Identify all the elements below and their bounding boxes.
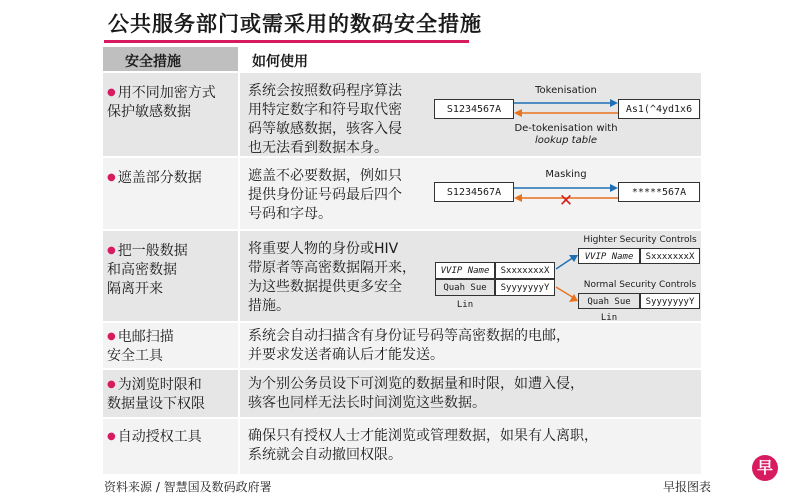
usage-text: 遮盖不必要数据，例如只 提供身份证号码最后四个 号码和字母。: [248, 168, 402, 222]
vvip-name-cell: VVIP Name: [435, 262, 495, 279]
detokenisation-line1: De-tokenisation with: [514, 123, 618, 134]
table-row: [103, 370, 701, 417]
mask-source-box: S1234567A: [434, 182, 514, 202]
usage-text: 为个别公务员设下可浏览的数据量和时限，如遭入侵， 骇客也同样无法长时间浏览这些数据。: [248, 376, 584, 411]
header-col1: 安全措施: [125, 54, 181, 70]
usage-text: 系统会按照数码程序算法 用特定数字和符号取代密 码等敏感数据，骇客入侵 也无法看到数据本身。: [248, 83, 402, 156]
usage-text: 将重要人物的身份或HIV 带原者等高密数据隔开来， 为这些数据提供更多安全 措施。: [248, 241, 416, 314]
measure-label: 用不同加密方式 保护敏感数据: [107, 85, 216, 120]
bullet-icon: ●: [107, 331, 116, 342]
graphic-credit: 早报图表: [663, 480, 712, 494]
mask-result-box: *****567A: [618, 182, 700, 202]
person-name-cell: Quah Sue Lin: [435, 279, 495, 296]
measure-label: 自动授权工具: [117, 429, 202, 445]
masking-label: Masking: [545, 169, 587, 180]
higher-name-cell: VVIP Name: [578, 248, 640, 264]
header-col1-cell: [103, 47, 238, 71]
usage-text: 系统会自动扫描含有身份证号码等高密数据的电邮， 并要求发送者确认后才能发送。: [248, 328, 570, 363]
table-row: [103, 158, 701, 229]
token-result-box: As1(^4yd1x6: [618, 99, 700, 119]
higher-security-label: Highter Security Controls: [583, 235, 697, 245]
person-value-cell: SyyyyyyyY: [495, 279, 555, 296]
zaobao-logo-icon: 早: [752, 455, 778, 481]
vvip-value-cell: SxxxxxxxX: [495, 262, 555, 279]
token-arrows-icon: [510, 95, 622, 121]
measure-label: 把一般数据 和高密数据 隔离开来: [107, 243, 188, 297]
bullet-icon: ●: [107, 431, 116, 442]
source-note: 资料来源 / 智慧国及数码政府署: [104, 480, 272, 494]
bullet-icon: ●: [107, 172, 116, 183]
table-row: [103, 419, 701, 474]
measure-label: 遮盖部分数据: [117, 170, 202, 186]
detokenisation-line2: lookup table: [535, 135, 597, 146]
split-arrows-icon: [554, 251, 580, 306]
normal-name-cell: Quah Sue Lin: [578, 293, 640, 309]
infographic-title: 公共服务部门或需采用的数码安全措施: [108, 12, 482, 36]
usage-text: 确保只有授权人士才能浏览或管理数据，如果有人离职， 系统就会自动撤回权限。: [248, 428, 598, 463]
token-source-box: S1234567A: [434, 99, 514, 119]
measure-label: 为浏览时限和 数据量设下权限: [107, 377, 205, 412]
measure-label: 电邮扫描 安全工具: [107, 329, 174, 364]
title-underline: [104, 40, 469, 43]
cross-icon: ✕: [558, 191, 574, 211]
bullet-icon: ●: [107, 245, 116, 256]
infographic-table: [103, 47, 701, 474]
bullet-icon: ●: [107, 379, 116, 390]
table-row: [103, 231, 701, 321]
bullet-icon: ●: [107, 87, 116, 98]
header-col2-cell: [240, 47, 701, 71]
header-col2: 如何使用: [252, 54, 308, 70]
normal-security-label: Normal Security Controls: [583, 280, 697, 290]
normal-value-cell: SyyyyyyyY: [640, 293, 700, 309]
tokenisation-label: Tokenisation: [535, 85, 597, 96]
detokenisation-label: [506, 123, 626, 147]
table-row: [103, 323, 701, 368]
table-row: [103, 73, 701, 156]
higher-value-cell: SxxxxxxxX: [640, 248, 700, 264]
